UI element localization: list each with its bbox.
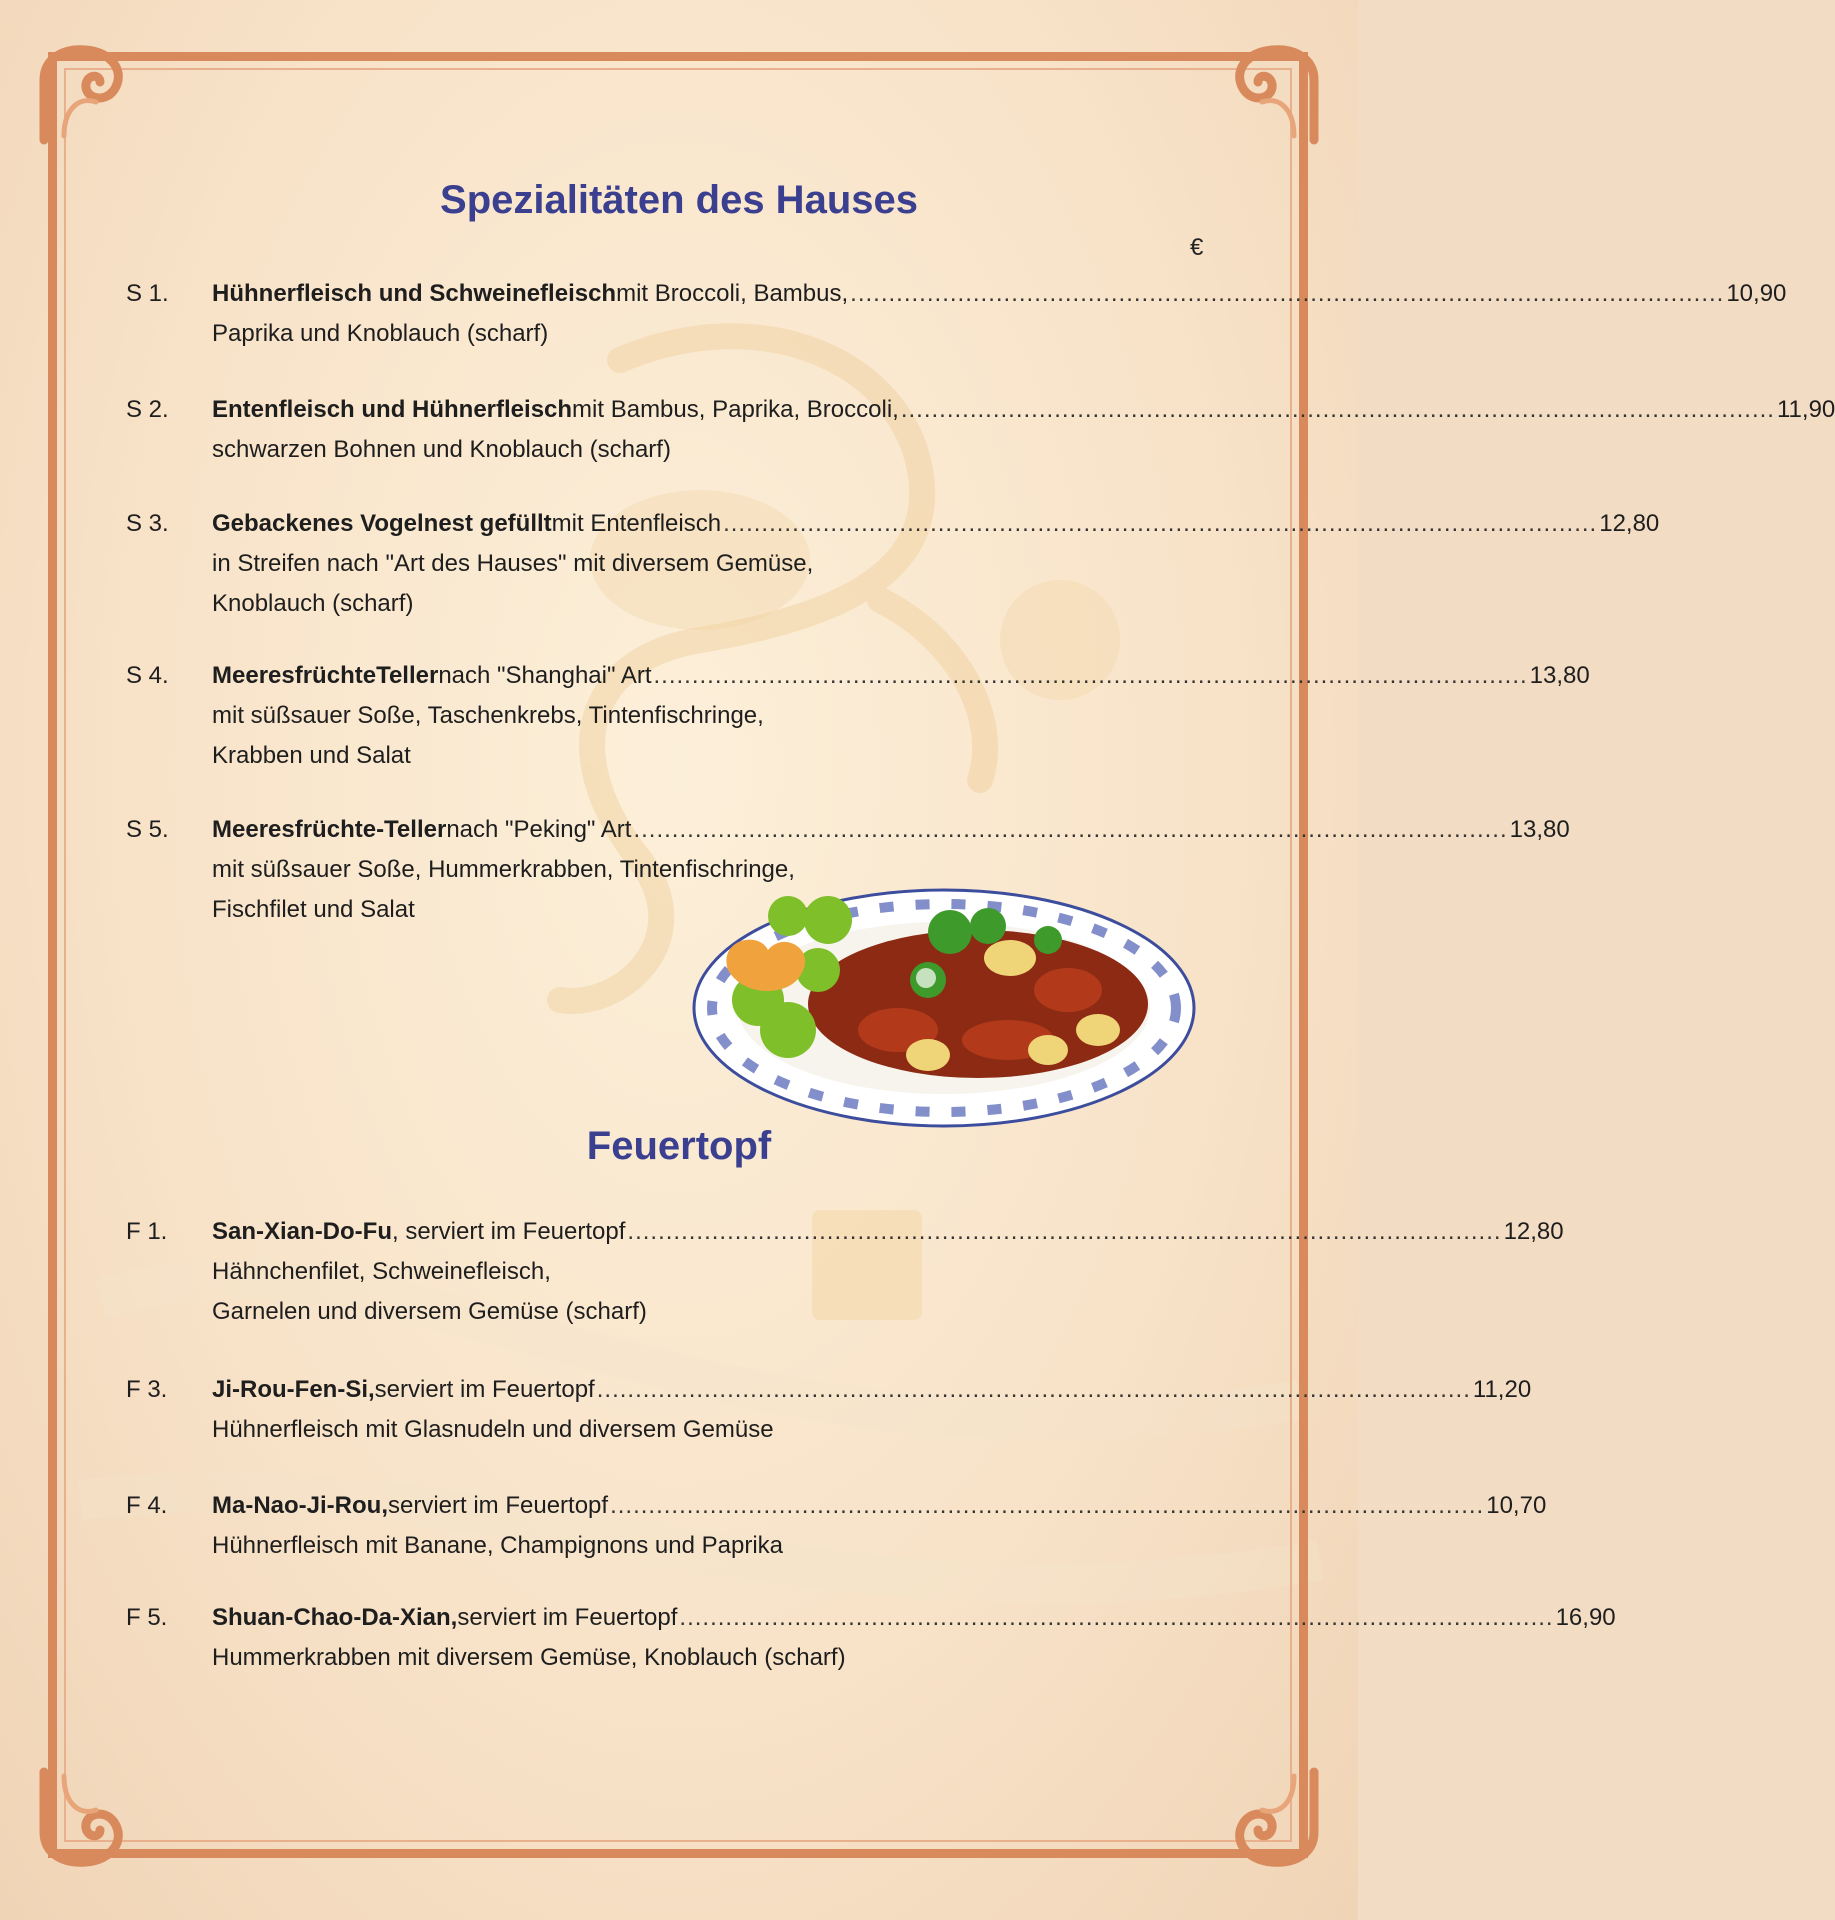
item-description: serviert im Feuertopf — [388, 1492, 609, 1519]
cloud-scroll-ornament-icon — [1214, 40, 1324, 150]
item-description-line: schwarzen Bohnen und Knoblauch (scharf) — [212, 436, 671, 463]
item-description: , serviert im Feuertopf — [392, 1218, 626, 1245]
item-price: 10,70 — [1486, 1492, 1547, 1519]
item-name: Hühnerfleisch und Schweinefleisch — [212, 280, 617, 307]
item-code: S 5. — [126, 816, 169, 843]
item-description: nach "Peking" Art — [446, 816, 632, 843]
item-price: 11,20 — [1472, 1376, 1532, 1403]
item-price: 12,80 — [1503, 1218, 1564, 1245]
item-price: 13,80 — [1509, 816, 1570, 843]
dot-leader: .................................................................................................................. — [723, 510, 1598, 537]
item-description: serviert im Feuertopf — [374, 1376, 595, 1403]
item-name: MeeresfrüchteTeller — [212, 662, 439, 689]
cloud-scroll-ornament-icon — [1214, 1762, 1324, 1872]
dot-leader: .................................................................................................................. — [653, 662, 1528, 689]
item-name: Entenfleisch und Hühnerfleisch — [212, 396, 573, 423]
item-description-line: Hähnchenfilet, Schweinefleisch, — [212, 1258, 551, 1285]
item-name: San-Xian-Do-Fu — [212, 1218, 392, 1245]
item-price: 16,90 — [1555, 1604, 1616, 1631]
item-description-line: Hummerkrabben mit diversem Gemüse, Knoblauch (scharf) — [212, 1644, 846, 1671]
item-name: Shuan-Chao-Da-Xian, — [212, 1604, 458, 1631]
item-code: S 4. — [126, 662, 169, 689]
item-code: S 1. — [126, 280, 169, 307]
cloud-scroll-ornament-icon — [34, 40, 144, 150]
item-description: mit Entenfleisch — [551, 510, 722, 537]
item-price: 13,80 — [1529, 662, 1590, 689]
dot-leader: .................................................................................................................. — [900, 396, 1775, 423]
item-code: F 4. — [126, 1492, 168, 1519]
item-description-line: Hühnerfleisch mit Banane, Champignons und Paprika — [212, 1532, 783, 1559]
item-description-line: Hühnerfleisch mit Glasnudeln und diversem Gemüse — [212, 1416, 774, 1443]
hotpot-heading: Feuertopf — [586, 1124, 772, 1168]
dot-leader: .................................................................................................................. — [850, 280, 1725, 307]
item-name: Gebackenes Vogelnest gefüllt — [212, 510, 552, 537]
cloud-scroll-ornament-icon — [34, 1762, 144, 1872]
item-price: 10,90 — [1726, 280, 1787, 307]
item-description-line: Krabben und Salat — [212, 742, 411, 769]
item-description: mit Broccoli, Bambus, — [616, 280, 849, 307]
item-code: F 3. — [126, 1376, 168, 1403]
item-name: Ma-Nao-Ji-Rou, — [212, 1492, 388, 1519]
item-description-line: Fischfilet und Salat — [212, 896, 415, 923]
item-price: 11,90 — [1776, 396, 1835, 423]
item-description-line: mit süßsauer Soße, Hummerkrabben, Tintenfischringe, — [212, 856, 795, 883]
item-code: S 2. — [126, 396, 169, 423]
item-description-line: Paprika und Knoblauch (scharf) — [212, 320, 549, 347]
item-description-line: in Streifen nach "Art des Hauses" mit diversem Gemüse, — [212, 550, 814, 577]
item-description-line: mit süßsauer Soße, Taschenkrebs, Tintenfischringe, — [212, 702, 764, 729]
dish-photo-icon — [688, 880, 1200, 1130]
dot-leader: .................................................................................................................. — [596, 1376, 1471, 1403]
item-description: serviert im Feuertopf — [457, 1604, 678, 1631]
item-code: F 1. — [126, 1218, 168, 1245]
item-name: Meeresfrüchte-Teller — [212, 816, 447, 843]
dot-leader: .................................................................................................................. — [627, 1218, 1502, 1245]
item-code: F 5. — [126, 1604, 168, 1631]
item-description: nach "Shanghai" Art — [438, 662, 652, 689]
item-code: S 3. — [126, 510, 169, 537]
dot-leader: .................................................................................................................. — [610, 1492, 1485, 1519]
dot-leader: .................................................................................................................. — [633, 816, 1508, 843]
item-description-line: Knoblauch (scharf) — [212, 590, 414, 617]
currency-label: € — [1190, 234, 1204, 261]
specials-heading: Spezialitäten des Hauses — [440, 178, 918, 222]
item-description: mit Bambus, Paprika, Broccoli, — [572, 396, 899, 423]
item-price: 12,80 — [1599, 510, 1660, 537]
item-name: Ji-Rou-Fen-Si, — [212, 1376, 375, 1403]
item-description-line: Garnelen und diversem Gemüse (scharf) — [212, 1298, 647, 1325]
dot-leader: .................................................................................................................. — [679, 1604, 1554, 1631]
